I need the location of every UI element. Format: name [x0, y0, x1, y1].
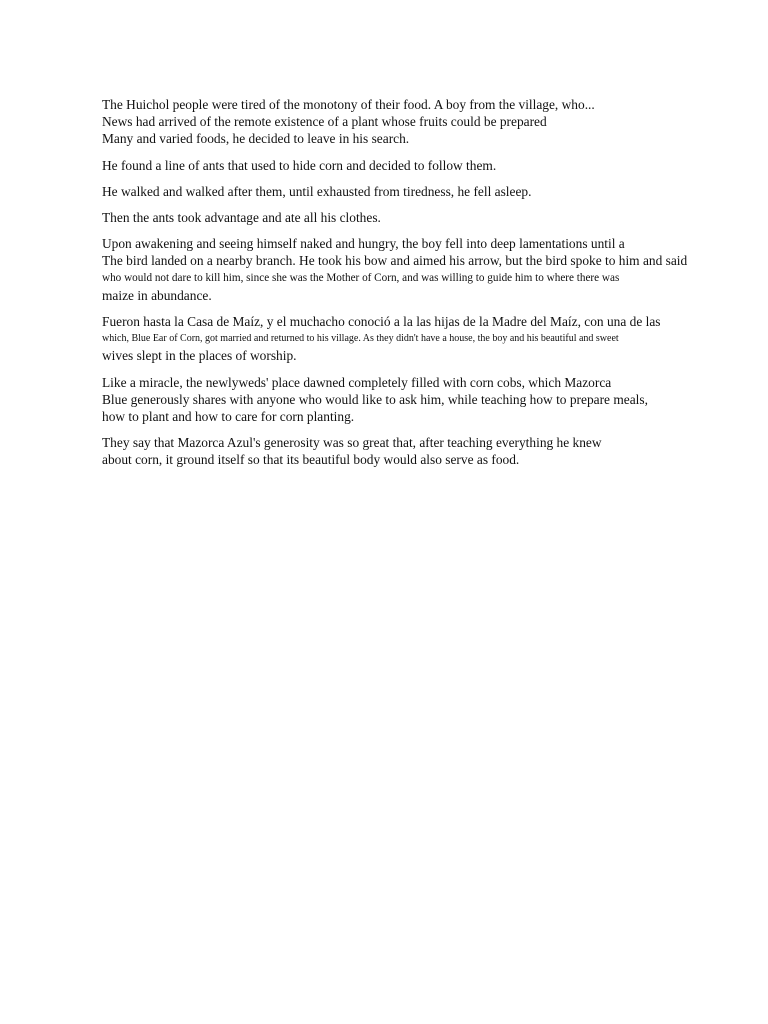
paragraph-line: about corn, it ground itself so that its beautiful body would also serve as food. — [102, 452, 520, 468]
paragraph-line: wives slept in the places of worship. — [102, 348, 297, 364]
paragraph-clothes — [102, 209, 722, 226]
paragraph-line: The Huichol people were tired of the monotony of their food. A boy from the village, who... — [102, 97, 595, 112]
paragraph-house-of-corn — [102, 313, 722, 365]
paragraph-line: which, Blue Ear of Corn, got married and returned to his village. As they didn't have a house, the boy and his beautiful and sweet — [102, 333, 619, 345]
paragraph-miracle — [102, 374, 722, 426]
paragraph-line: Blue generously shares with anyone who would like to ask him, while teaching how to prepare meals, — [102, 391, 648, 407]
paragraph-line: how to plant and how to care for corn planting. — [102, 409, 355, 425]
paragraph-generosity — [102, 434, 722, 468]
paragraph-line: Fueron hasta la Casa de Maíz, y el muchacho conoció a la las hijas de la Madre del Maíz, con una de las — [102, 314, 661, 330]
paragraph-line: News had arrived of the remote existence of a plant whose fruits could be prepared — [102, 114, 547, 130]
paragraph-line: maize in abundance. — [102, 287, 212, 303]
paragraph-line: who would not dare to kill him, since she was the Mother of Corn, and was willing to guide him to where there was — [102, 271, 620, 284]
paragraph-line: Upon awakening and seeing himself naked and hungry, the boy fell into deep lamentations until a — [102, 236, 625, 252]
paragraph-line: He walked and walked after them, until exhausted from tiredness, he fell asleep. — [102, 183, 532, 199]
paragraph-line: They say that Mazorca Azul's generosity was so great that, after teaching everything he knew — [102, 435, 602, 451]
paragraph-line: The bird landed on a nearby branch. He took his bow and aimed his arrow, but the bird spoke to him and said — [102, 253, 688, 269]
document-page — [102, 96, 722, 478]
paragraph-bird — [102, 235, 722, 304]
paragraph-intro — [102, 96, 722, 148]
paragraph-line: Then the ants took advantage and ate all his clothes. — [102, 210, 381, 226]
paragraph-ants — [102, 157, 722, 174]
paragraph-walked — [102, 183, 722, 200]
paragraph-line: He found a line of ants that used to hide corn and decided to follow them. — [102, 157, 497, 173]
paragraph-line: Like a miracle, the newlyweds' place dawned completely filled with corn cobs, which Mazorca — [102, 374, 612, 390]
paragraph-line: Many and varied foods, he decided to leave in his search. — [102, 131, 410, 147]
